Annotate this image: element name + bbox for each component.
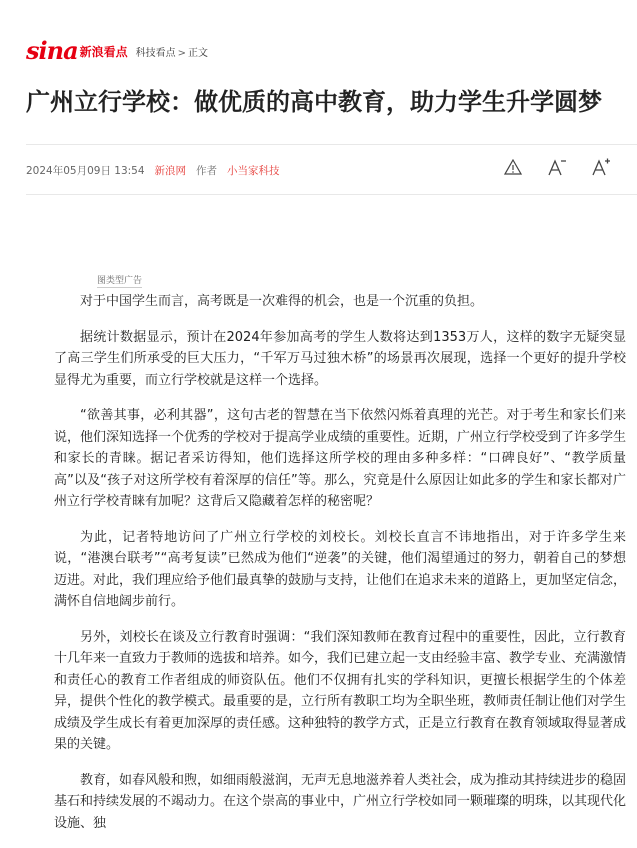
ad-tag: 图类型广告: [97, 276, 143, 286]
paragraph: “欲善其事，必利其器”，这句古老的智慧在当下依然闪烁着真理的光芒。对于考生和家长们来说，他们深知选择一个优秀的学校对于提高学业成绩的重要性。近期，广州立行学校受到了许多学生和家长的青睐。据记者采访得知，他们选择这所学校的理由多种多样：“口碑良好”、“教学质量高”以及“孩子对这所学校有着深厚的信任”等。那么，究竟是什么原因让如此多的学生和家长都对广州立行学校青睐有加呢？这背后又隐藏着怎样的秘密呢？: [54, 408, 627, 509]
report-icon: [504, 159, 522, 175]
breadcrumb-item-current: 正文: [188, 48, 209, 59]
paragraph: 另外，刘校长在谈及立行教育时强调：“我们深知教师在教育过程中的重要性，因此，立行教育十几年来一直致力于教师的选拔和培养。如今，我们已建立起一支由经验丰富、教学专业、充满激情和责任心的教育工作者组成的师资队伍。他们不仅拥有扎实的学科知识，更擅长根据学生的个体差异，提供个性化的教学模式。最重要的是，立行所有教职工均为全职坐班，教师责任制让他们对学生成绩及学生成长有着更加深厚的责任感。这种独特的教学方式，正是立行教育在教育领域取得显著成果的关键。: [54, 629, 627, 752]
font-increase-icon: [591, 158, 611, 176]
logo-brand-text: 新浪看点: [79, 45, 128, 59]
breadcrumb: [136, 44, 208, 59]
article-meta: [26, 163, 290, 178]
paragraph: 对于中国学生而言，高考既是一次难得的机会，也是一个沉重的负担。: [80, 294, 484, 309]
author-label: 作者: [196, 165, 218, 177]
article-title: 广州立行学校：做优质的高中教育，助力学生升学圆梦: [26, 88, 602, 116]
font-decrease-button[interactable]: [544, 155, 570, 179]
font-decrease-icon: [547, 158, 567, 176]
meta-divider: [26, 194, 637, 195]
title-divider: [26, 144, 637, 145]
report-button[interactable]: [500, 155, 526, 179]
publish-date: 2024年05月09日 13:54: [26, 165, 145, 177]
article-toolbar: [500, 155, 632, 179]
logo-sina-text: sina: [26, 36, 78, 65]
breadcrumb-separator: >: [177, 48, 187, 59]
paragraph: 教育，如春风般和煦，如细雨般滋润，无声无息地滋养着人类社会，成为推动其持续进步的稳固基石和持续发展的不竭动力。在这个崇高的事业中，广州立行学校如同一颗璀璨的明珠，以其现代化设施、独: [54, 772, 627, 831]
paragraph: 为此，记者特地访问了广州立行学校的刘校长。刘校长直言不讳地指出，对于许多学生来说，“港澳台联考”“高考复读”已然成为他们“逆袭”的关键，他们渴望通过的努力，朝着自己的梦想迈进。对此，我们理应给予他们最真挚的鼓励与支持，让他们在追求未来的道路上，更加坚定信念，满怀自信地阔步前行。: [54, 529, 627, 609]
paragraph: 据统计数据显示，预计在2024年参加高考的学生人数将达到1353万人，这样的数字无疑突显了高三学生们所承受的巨大压力，“千军万马过独木桥”的场景再次展现，选择一个更好的提升学校显得尤为重要，而立行学校就是这样一个选择。: [54, 329, 626, 388]
sina-logo[interactable]: [26, 36, 128, 65]
article-source[interactable]: 新浪网: [154, 165, 187, 177]
site-header: [26, 36, 209, 65]
article-author[interactable]: 小当家科技: [227, 165, 280, 177]
breadcrumb-item-channel[interactable]: 科技看点: [135, 48, 176, 59]
article-body: [54, 291, 626, 848]
font-increase-button[interactable]: [588, 155, 614, 179]
